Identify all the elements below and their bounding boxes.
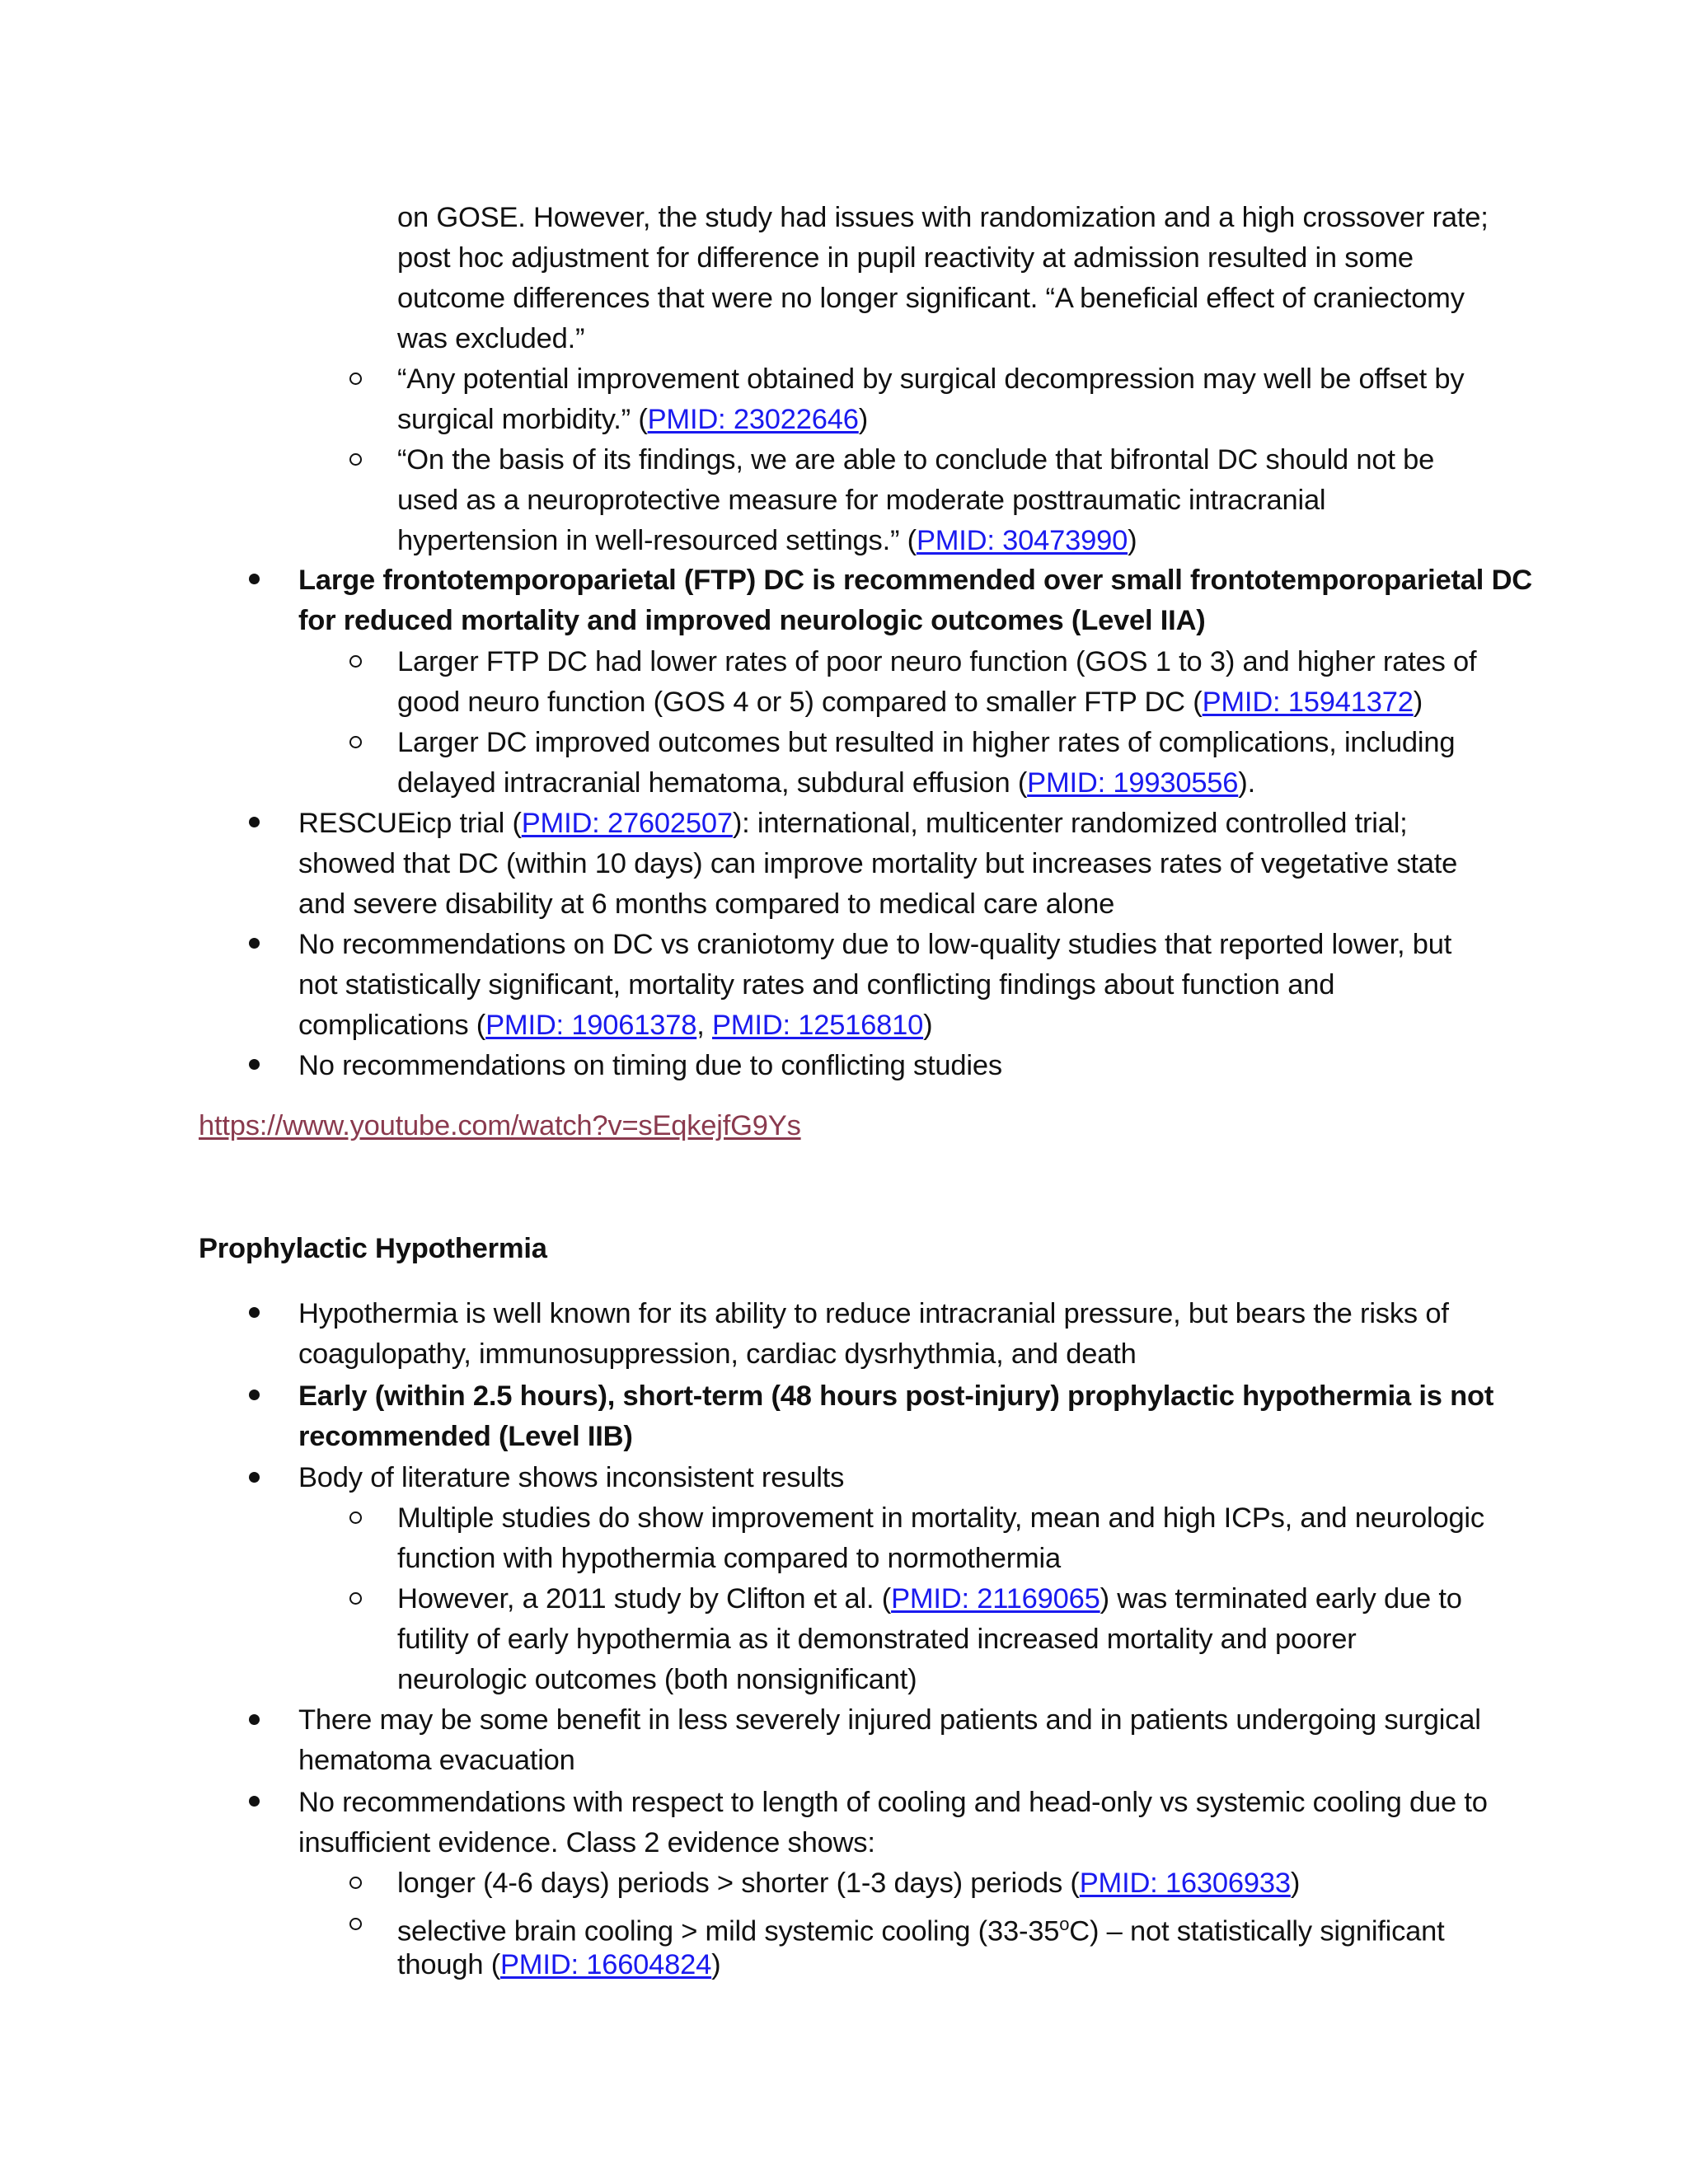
text-segment: complications ( <box>298 1010 486 1041</box>
pmid-link[interactable]: PMID: 12516810 <box>712 1010 924 1041</box>
text-line: Large frontotemporoparietal (FTP) DC is recommended over small frontotemporoparietal DC <box>298 565 1532 596</box>
text-line <box>397 521 1137 560</box>
bullet-icon <box>249 574 260 584</box>
text-line: There may be some benefit in less severely injured patients and in patients undergoing surgical <box>298 1704 1481 1736</box>
text-line: Hypothermia is well known for its ability to reduce intracranial pressure, but bears the risks of <box>298 1298 1449 1329</box>
text-line: No recommendations with respect to length of cooling and head-only vs systemic cooling due to <box>298 1787 1488 1818</box>
pmid-link[interactable]: PMID: 16306933 <box>1079 1868 1291 1899</box>
text-line: Larger FTP DC had lower rates of poor neuro function (GOS 1 to 3) and higher rates of <box>397 646 1477 677</box>
text-line: and severe disability at 6 months compared to medical care alone <box>298 888 1115 920</box>
text-segment: delayed intracranial hematoma, subdural effusion ( <box>397 767 1028 799</box>
text-line <box>397 1579 1462 1619</box>
sub-bullet-icon <box>349 1511 362 1524</box>
pmid-link[interactable]: PMID: 27602507 <box>521 808 733 839</box>
text-segment: ) was terminated early due to <box>1100 1583 1462 1615</box>
bullet-icon <box>249 1390 260 1400</box>
text-line: on GOSE. However, the study had issues with randomization and a high crossover rate; <box>397 202 1489 233</box>
text-line: was excluded.” <box>397 323 585 354</box>
bullet-icon <box>249 938 260 949</box>
text-line: function with hypothermia compared to normothermia <box>397 1543 1061 1574</box>
text-segment: C) – not statistically significant <box>1069 1915 1445 1947</box>
sub-bullet-icon <box>349 1918 362 1930</box>
text-segment: ) <box>711 1949 721 1980</box>
sub-bullet-icon <box>349 655 362 668</box>
youtube-link-line <box>199 1106 801 1146</box>
text-segment: ) <box>1128 525 1137 556</box>
text-line: “On the basis of its findings, we are able to conclude that bifrontal DC should not be <box>397 444 1435 476</box>
text-segment: hypertension in well-resourced settings.” ( <box>397 525 917 556</box>
youtube-link[interactable]: https://www.youtube.com/watch?v=sEqkejfG9Ys <box>199 1110 801 1141</box>
text-line: not statistically significant, mortality rates and conflicting findings about function and <box>298 969 1335 1001</box>
text-segment: ) <box>1290 1868 1301 1899</box>
text-line: No recommendations on timing due to conflicting studies <box>298 1050 1002 1081</box>
text-segment: selective brain cooling > mild systemic cooling (33-35 <box>397 1915 1060 1947</box>
text-segment: ) <box>1413 687 1423 718</box>
degree-superscript: o <box>1059 1914 1070 1934</box>
sub-bullet-icon <box>349 373 362 385</box>
pmid-link[interactable]: PMID: 19061378 <box>485 1010 697 1041</box>
text-line: outcome differences that were no longer significant. “A beneficial effect of craniectomy <box>397 283 1465 314</box>
text-line: “Any potential improvement obtained by surgical decompression may well be offset by <box>397 363 1465 395</box>
text-line <box>298 1005 932 1045</box>
pmid-link[interactable]: PMID: 16604824 <box>500 1949 712 1980</box>
text-segment: longer (4-6 days) periods > shorter (1-3 days) periods ( <box>397 1868 1080 1899</box>
pmid-link[interactable]: PMID: 23022646 <box>647 404 859 435</box>
section-heading: Prophylactic Hypothermia <box>199 1233 547 1264</box>
text-line: futility of early hypothermia as it demonstrated increased mortality and poorer <box>397 1624 1357 1655</box>
text-line <box>397 400 868 439</box>
text-line: post hoc adjustment for difference in pupil reactivity at admission resulted in some <box>397 242 1414 274</box>
text-segment: ) <box>858 404 869 435</box>
text-line <box>397 763 1255 803</box>
text-line: No recommendations on DC vs craniotomy due to low-quality studies that reported lower, but <box>298 929 1452 960</box>
text-line: Multiple studies do show improvement in mortality, mean and high ICPs, and neurologic <box>397 1502 1484 1534</box>
sub-bullet-icon <box>349 1592 362 1605</box>
text-segment: ): international, multicenter randomized controlled trial; <box>732 808 1408 839</box>
text-line <box>397 1945 720 1985</box>
text-segment: though ( <box>397 1949 500 1980</box>
text-segment: good neuro function (GOS 4 or 5) compared to smaller FTP DC ( <box>397 687 1203 718</box>
text-line: Body of literature shows inconsistent results <box>298 1462 845 1493</box>
sub-bullet-icon <box>349 736 362 748</box>
text-segment: , <box>696 1010 712 1041</box>
text-segment: surgical morbidity.” ( <box>397 404 648 435</box>
text-line: used as a neuroprotective measure for moderate posttraumatic intracranial <box>397 485 1326 516</box>
pmid-link[interactable]: PMID: 19930556 <box>1027 767 1239 799</box>
bullet-icon <box>249 1714 260 1725</box>
text-line <box>298 804 1408 843</box>
text-line: neurologic outcomes (both nonsignificant) <box>397 1664 917 1695</box>
text-segment: However, a 2011 study by Clifton et al. ( <box>397 1583 892 1615</box>
text-segment: ) <box>923 1010 933 1041</box>
text-line: Larger DC improved outcomes but resulted in higher rates of complications, including <box>397 727 1456 758</box>
text-segment: RESCUEicp trial ( <box>298 808 522 839</box>
bullet-icon <box>249 1059 260 1070</box>
bullet-icon <box>249 1472 260 1483</box>
text-line: for reduced mortality and improved neurologic outcomes (Level IIA) <box>298 605 1206 636</box>
text-line: hematoma evacuation <box>298 1745 575 1776</box>
text-line <box>397 682 1423 722</box>
text-line <box>397 1863 1300 1903</box>
sub-bullet-icon <box>349 453 362 466</box>
text-line: showed that DC (within 10 days) can improve mortality but increases rates of vegetative state <box>298 848 1458 879</box>
text-line: recommended (Level IIB) <box>298 1421 633 1452</box>
text-line: coagulopathy, immunosuppression, cardiac dysrhythmia, and death <box>298 1338 1137 1370</box>
bullet-icon <box>249 1796 260 1807</box>
pmid-link[interactable]: PMID: 15941372 <box>1202 687 1414 718</box>
sub-bullet-icon <box>349 1877 362 1889</box>
bullet-icon <box>249 817 260 827</box>
text-line: Early (within 2.5 hours), short-term (48 hours post-injury) prophylactic hypothermia is not <box>298 1380 1494 1412</box>
pmid-link[interactable]: PMID: 21169065 <box>891 1583 1100 1615</box>
text-segment: ). <box>1238 767 1255 799</box>
pmid-link[interactable]: PMID: 30473990 <box>916 525 1128 556</box>
text-line: insufficient evidence. Class 2 evidence shows: <box>298 1827 875 1858</box>
bullet-icon <box>249 1307 260 1318</box>
